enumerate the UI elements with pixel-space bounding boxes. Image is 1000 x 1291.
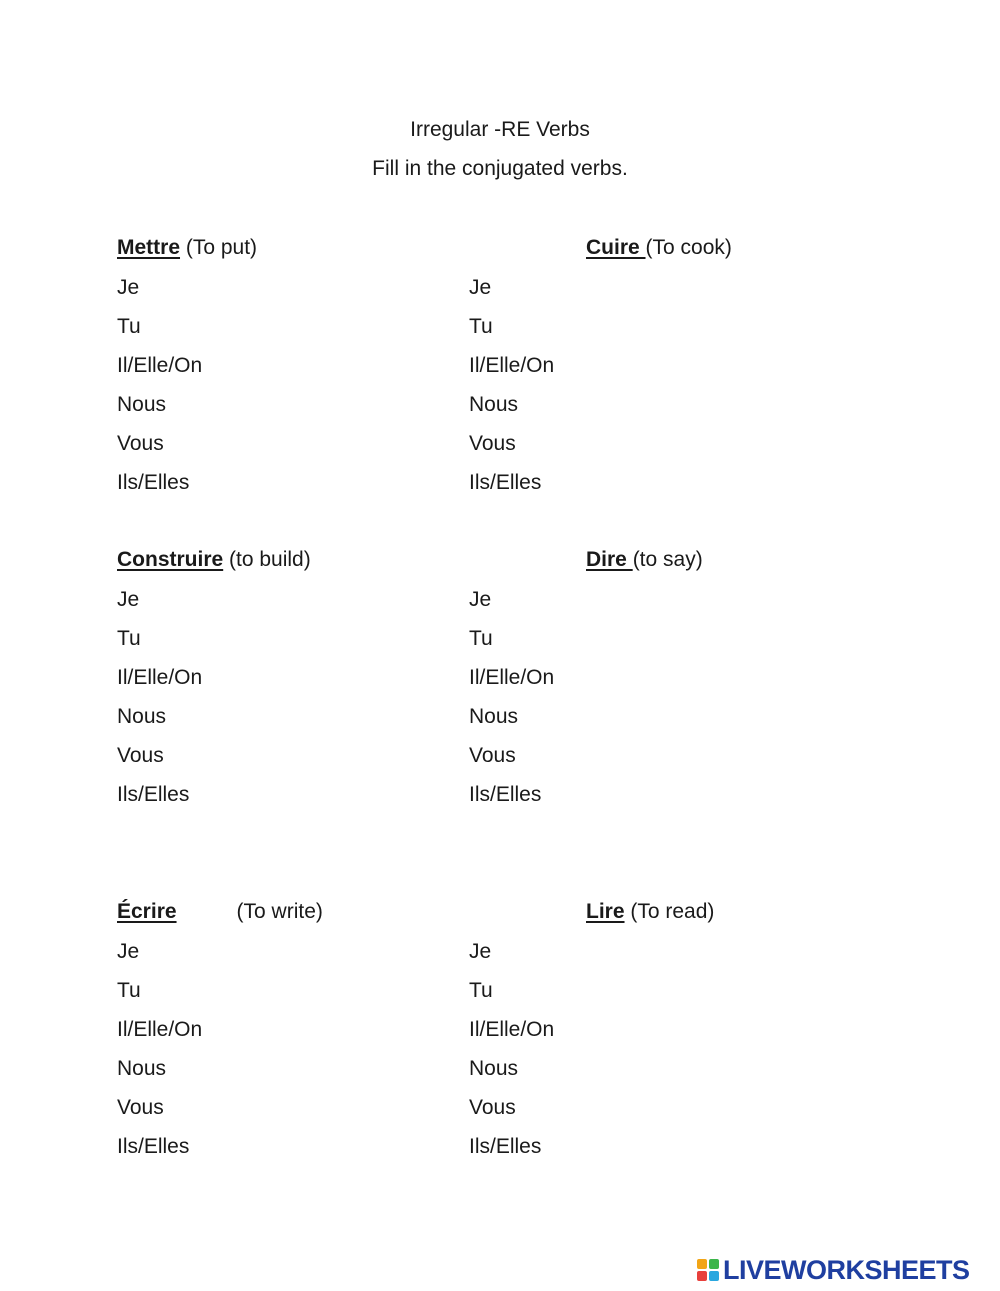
verb-meaning: (To write) — [236, 900, 323, 923]
logo-square-icon — [697, 1259, 707, 1269]
pronoun-label: Tu — [469, 979, 493, 1002]
logo-square-icon — [697, 1271, 707, 1281]
pronoun-label: Il/Elle/On — [117, 666, 203, 689]
verb-meaning: (To put) — [180, 236, 258, 259]
verb-name: Écrire — [117, 900, 177, 923]
verb-heading-dire — [586, 548, 703, 572]
logo-square-icon — [709, 1259, 719, 1269]
verb-meaning: (To read) — [624, 900, 715, 923]
verb-name: Cuire — [586, 236, 646, 259]
pronoun-label: Vous — [117, 432, 164, 455]
pronoun-label: Nous — [469, 705, 519, 728]
pronoun-label: Nous — [469, 393, 519, 416]
pronoun-label: Tu — [117, 315, 141, 338]
verb-name: Lire — [586, 900, 625, 923]
verb-name: Dire — [586, 548, 633, 571]
pronoun-label: Ils/Elles — [469, 471, 542, 494]
pronoun-label: Vous — [469, 744, 516, 767]
pronoun-label: Tu — [469, 315, 493, 338]
verb-heading-lire — [586, 900, 714, 924]
pronoun-label: Ils/Elles — [117, 783, 190, 806]
verb-heading-cuire — [586, 236, 732, 260]
verb-meaning: (To cook) — [645, 236, 732, 259]
verb-name: Mettre — [117, 236, 181, 259]
verb-name: Construire — [117, 548, 224, 571]
pronoun-label: Il/Elle/On — [469, 666, 555, 689]
pronoun-label: Il/Elle/On — [469, 354, 555, 377]
pronoun-label: Tu — [117, 979, 141, 1002]
pronoun-label: Je — [117, 588, 140, 611]
verb-heading-ecrire — [117, 900, 323, 924]
pronoun-label: Ils/Elles — [117, 1135, 190, 1158]
pronoun-label: Vous — [117, 744, 164, 767]
verb-meaning: (to say) — [632, 548, 703, 571]
pronoun-label: Il/Elle/On — [117, 1018, 203, 1041]
verb-heading-construire — [117, 548, 311, 572]
pronoun-label: Tu — [469, 627, 493, 650]
liveworksheets-logo — [697, 1256, 970, 1284]
pronoun-label: Tu — [117, 627, 141, 650]
verb-meaning: (to build) — [223, 548, 311, 571]
pronoun-label: Nous — [117, 1057, 167, 1080]
logo-mark-icon — [697, 1259, 719, 1281]
pronoun-label: Je — [469, 276, 492, 299]
pronoun-label: Nous — [117, 705, 167, 728]
page-title: Irregular -RE Verbs — [410, 118, 590, 141]
pronoun-label: Je — [469, 588, 492, 611]
pronoun-label: Vous — [117, 1096, 164, 1119]
instructions: Fill in the conjugated verbs. — [372, 157, 628, 180]
pronoun-label: Je — [117, 276, 140, 299]
pronoun-label: Il/Elle/On — [469, 1018, 555, 1041]
pronoun-label: Nous — [469, 1057, 519, 1080]
pronoun-label: Vous — [469, 432, 516, 455]
pronoun-label: Ils/Elles — [117, 471, 190, 494]
logo-text: LIVEWORKSHEETS — [723, 1254, 970, 1285]
pronoun-label: Je — [117, 940, 140, 963]
verb-heading-mettre — [117, 236, 257, 260]
pronoun-label: Ils/Elles — [469, 1135, 542, 1158]
logo-square-icon — [709, 1271, 719, 1281]
pronoun-label: Ils/Elles — [469, 783, 542, 806]
pronoun-label: Nous — [117, 393, 167, 416]
pronoun-label: Il/Elle/On — [117, 354, 203, 377]
pronoun-label: Je — [469, 940, 492, 963]
pronoun-label: Vous — [469, 1096, 516, 1119]
